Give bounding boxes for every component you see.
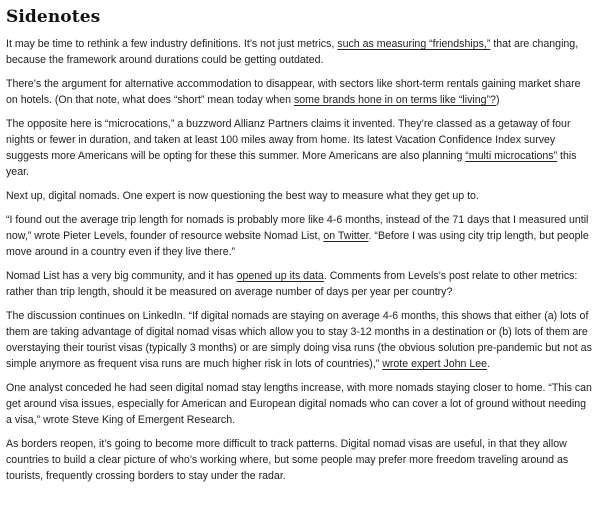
paragraph-9: As borders reopen, it’s going to become more difficult to track patterns. Digital nomad visas are useful, in that they allow countries to build a clear picture of who’s working where, but some people may prefer more freedom traveling around as tourists, frequently crossing borders to stay under the radar. <box>6 438 569 482</box>
section-title: Sidenotes <box>6 7 101 27</box>
article <box>6 0 594 492</box>
paragraph-5 <box>6 212 594 260</box>
paragraph-4: Next up, digital nomads. One expert is now questioning the best way to measure what they get up to. <box>6 190 479 202</box>
paragraph-text: . “Before I was using city trip length, but people move around in a country even if they live there.” <box>6 230 589 258</box>
paragraph-3 <box>6 116 594 180</box>
paragraph-7 <box>6 308 594 372</box>
john-lee-link[interactable]: wrote expert John Lee <box>382 358 488 370</box>
paragraph-text: that are changing, because the framework around durations could be getting outdated. <box>6 38 579 66</box>
paragraph-6 <box>6 268 594 300</box>
paragraph-text: The opposite here is “microcations,” a buzzword Allianz Partners claims it invented. They’re classed as a getaway of four nights or fewer in duration, and taken at least 100 miles away from home. Its latest Vacation Confidence Index survey suggests more Americans will be opting for these this summer. More Americans are also planning <box>6 118 571 162</box>
paragraph-text: ) <box>495 94 500 106</box>
living-brands-link[interactable]: some brands hone in on terms like “living”? <box>293 94 496 106</box>
paragraph-text: . <box>487 358 491 370</box>
paragraph-text: Nomad List has a very big community, and it has <box>6 270 237 282</box>
paragraph-text: . Comments from Levels’s post relate to other metrics: rather than trip length, should it be measured on average number of days per year per country? <box>6 270 578 298</box>
multi-microcations-link[interactable]: “multi microcations” <box>465 150 558 162</box>
paragraph-text: It may be time to rethink a few industry definitions. It’s not just metrics, <box>6 38 338 50</box>
paragraph-2 <box>6 76 594 108</box>
paragraph-text: “I found out the average trip length for nomads is probably more like 4-6 months, instead of the 71 days that I measured until now,” wrote Pieter Levels, founder of resource website Nomad List, <box>6 214 589 242</box>
friendships-link[interactable]: such as measuring “friendships,” <box>337 38 491 50</box>
opened-data-link[interactable]: opened up its data <box>236 270 324 282</box>
paragraph-text: this year. <box>6 150 577 178</box>
paragraph-text: The discussion continues on LinkedIn. “If digital nomads are staying on average 4-6 months, this shows that either (a) lots of them are taking advantage of digital nomad visas which allow you to stay 3-12 months in a destination or (b) lots of them are overstaying their tourist visas (typically 3 months) or are simply doing visa runs (the obvious solution pre-pandemic but not as simple anymore as frequent visa runs are much higher risk in lots of countries),” <box>6 310 592 370</box>
paragraph-8: One analyst conceded he had seen digital nomad stay lengths increase, with more nomads staying closer to home. “This can get around visa issues, especially for American and European digital nomads who can cover a lot of ground without needing a visa,” wrote Steve King of Emergent Research. <box>6 382 592 426</box>
paragraph-1 <box>6 36 594 68</box>
paragraph-text: There’s the argument for alternative accommodation to disappear, with sectors like short-term rentals gaining market share on hotels. (On that note, what does “short” mean today when <box>6 78 581 106</box>
twitter-link[interactable]: on Twitter <box>323 230 369 242</box>
